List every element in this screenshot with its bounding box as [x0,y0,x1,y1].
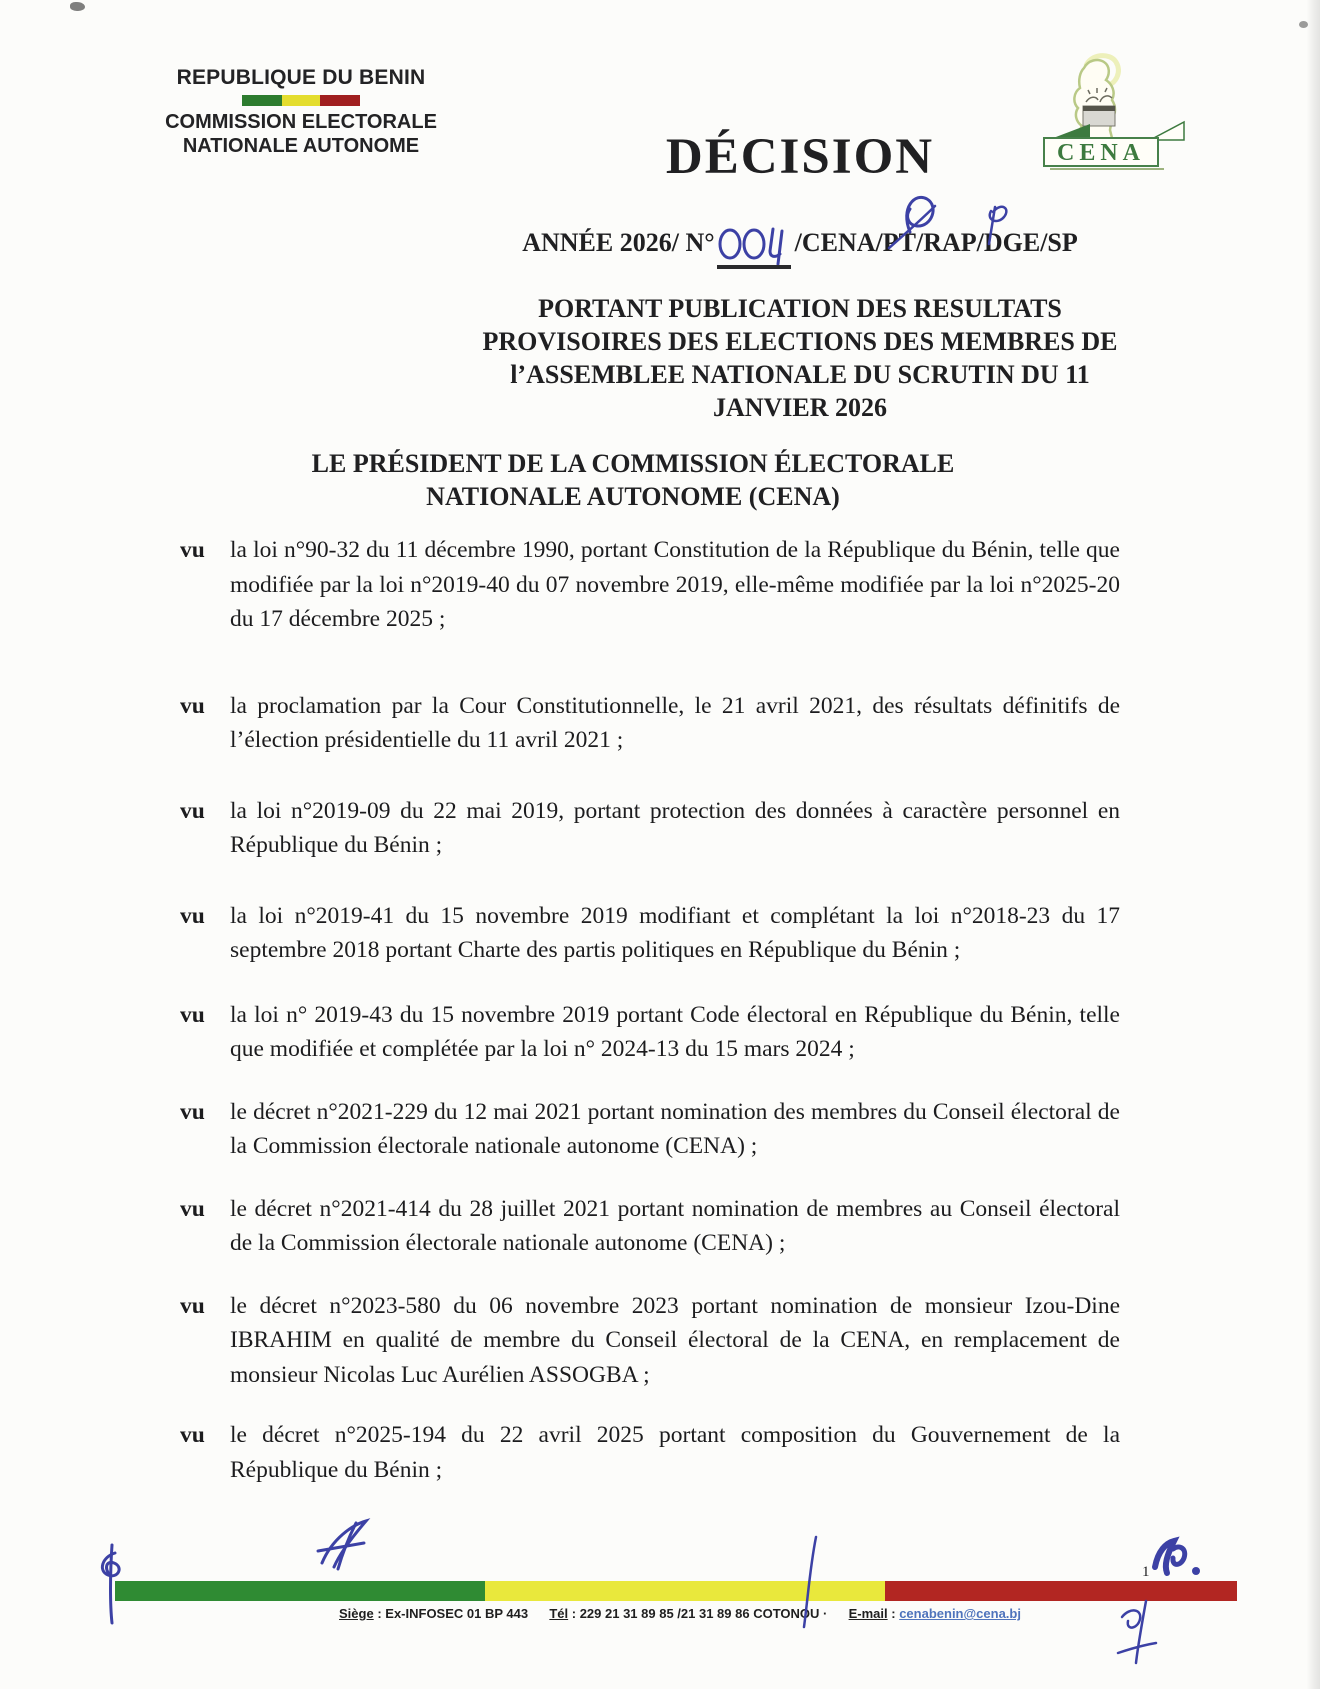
vu-text: le décret n°2023-580 du 06 novembre 2023 portant nomination de monsieur Izou-Dine IBRAHIM en qualité de membre du Conseil électoral de la CENA, en remplacement de monsieur Nicolas Luc Aurélien ASSOGBA ; [230,1292,1120,1388]
reference-prefix: ANNÉE 2026/ N° [522,228,715,257]
footer-flag-red [885,1581,1237,1601]
siege-value: : Ex-INFOSEC 01 BP 443 [377,1606,529,1621]
scan-smudge [1299,21,1308,28]
commission-name-line2: NATIONALE AUTONOME [182,135,420,157]
tel-label: Tél [549,1606,569,1621]
benin-flag-bar [242,95,360,106]
footer-flag-green [115,1581,485,1601]
vu-clause [180,794,1122,863]
footer-contact-line [20,1606,1320,1621]
decision-number-handwritten [717,221,791,269]
scan-smudge [70,2,85,11]
subject-block [420,292,1180,424]
vu-text: la proclamation par la Cour Constitutionnelle, le 21 avril 2021, des résultats définitifs de l’élection présidentielle du 11 avril 2021 ; [230,692,1120,753]
vu-clause [180,1192,1122,1261]
vu-label: vu [180,902,205,929]
issuer-block [150,447,1116,513]
commission-name-line1: COMMISSION ELECTORALE [165,111,437,133]
vu-text: la loi n°2019-41 du 15 novembre 2019 modifiant et complétant la loi n°2018-23 du 17 septembre 2018 portant Charte des partis politiques en République du Bénin ; [230,902,1120,963]
vu-label: vu [180,1292,205,1319]
vu-clause [180,689,1122,758]
subject-line: PORTANT PUBLICATION DES RESULTATS [538,294,1062,323]
issuer-line: LE PRÉSIDENT DE LA COMMISSION ÉLECTORALE [311,449,955,478]
vu-clause-list [180,533,1122,1487]
vu-label: vu [180,692,205,719]
issuer-line: NATIONALE AUTONOME (CENA) [426,482,840,511]
republic-title: REPUBLIQUE DU BENIN [176,66,426,89]
vu-text: le décret n°2021-229 du 12 mai 2021 portant nomination des membres du Conseil électoral de la Commission électorale nationale autonome (CENA) ; [230,1098,1120,1159]
vu-text: le décret n°2025-194 du 22 avril 2025 portant composition du Gouvernement de la République du Bénin ; [230,1422,1120,1483]
email-label: E-mail [848,1606,888,1621]
email-separator: : [891,1606,896,1621]
subject-line: PROVISOIRES DES ELECTIONS DES MEMBRES DE [482,327,1118,356]
scan-edge-shadow [1306,0,1320,1689]
vu-text: le décret n°2021-414 du 28 juillet 2021 portant nomination de membres au Conseil électoral de la Commission électorale nationale autonome (CENA) ; [230,1195,1120,1256]
vu-clause [180,533,1122,637]
page-number: 1 [1142,1564,1150,1580]
subject-line: l’ASSEMBLEE NATIONALE DU SCRUTIN DU 11 [510,360,1090,389]
flag-red-segment [320,95,360,106]
subject-line: JANVIER 2026 [712,393,888,422]
letterhead [150,66,452,158]
vu-label: vu [180,1195,205,1222]
vu-clause [180,1418,1122,1487]
siege-label: Siège [339,1606,374,1621]
reference-line [420,221,1180,269]
flag-yellow-segment [282,95,320,106]
vu-text: la loi n°90-32 du 11 décembre 1990, portant Constitution de la République du Bénin, telle que modifiée par la loi n°2019-40 du 07 novembre 2019, elle-même modifiée par la loi n°2025-20 du 17 décembre 2025 ; [230,537,1120,632]
email-link[interactable]: cenabenin@cena.bj [899,1606,1021,1621]
flag-green-segment [242,95,282,106]
vu-label: vu [180,797,205,824]
vu-text: la loi n°2019-09 du 22 mai 2019, portant protection des données à caractère personnel en République du Bénin ; [230,797,1120,858]
reference-suffix: /CENA/PT/RAP/DGE/SP [794,228,1078,257]
vu-clause [180,1289,1122,1393]
vu-label: vu [180,1001,205,1028]
document-title: DÉCISION [665,129,935,185]
vu-clause [180,998,1122,1067]
footer-flag-bar [115,1581,1237,1601]
tel-value: : 229 21 31 89 85 /21 31 89 86 COTONOU · [571,1606,828,1621]
vu-label: vu [180,537,205,563]
vu-clause [180,1095,1122,1164]
vu-label: vu [180,1098,205,1125]
vu-text: la loi n° 2019-43 du 15 novembre 2019 portant Code électoral en République du Bénin, telle que modifiée et complétée par la loi n° 2024-13 du 15 mars 2024 ; [230,1001,1120,1062]
cena-logo-text: CENA [1056,140,1146,166]
vu-clause [180,899,1122,968]
commission-name [150,110,452,158]
footer-flag-yellow [485,1581,885,1601]
vu-label: vu [180,1422,205,1448]
